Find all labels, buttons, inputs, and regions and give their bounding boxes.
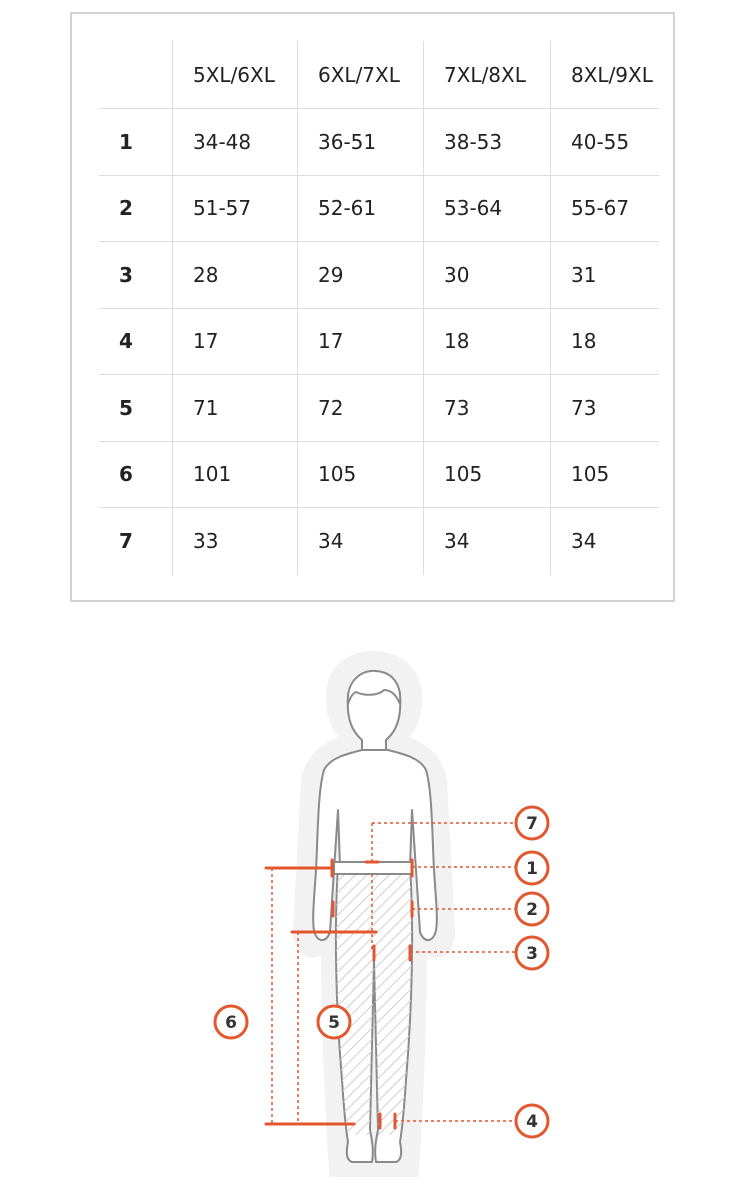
row-label: 6 [119,462,133,487]
row-label: 5 [119,395,133,420]
table-cell: 18 [550,309,659,375]
table-cell: 28 [172,242,297,308]
size-table [99,41,659,575]
table-cell: 55-67 [550,176,659,242]
table-cell: 51-57 [172,176,297,242]
marker-4 [516,1105,548,1137]
marker-5 [318,1006,350,1038]
svg-text:5: 5 [328,1013,340,1033]
marker-2 [516,893,548,925]
svg-text:4: 4 [526,1112,538,1132]
marker-7 [516,807,548,839]
marker-3 [516,937,548,969]
svg-text:1: 1 [526,859,538,879]
table-header-row [99,41,659,109]
table-cell: 34 [297,508,423,575]
table-row [99,375,659,442]
table-cell: 33 [172,508,297,575]
table-cell: 40-55 [550,109,659,175]
column-header: 6XL/7XL [297,41,423,108]
table-row [99,242,659,309]
marker-6 [215,1006,247,1038]
marker-1 [516,852,548,884]
svg-text:2: 2 [526,900,538,920]
table-cell: 34 [550,508,659,575]
table-cell: 53-64 [423,176,550,242]
table-cell: 105 [423,442,550,508]
table-cell: 31 [550,242,659,308]
table-cell: 34 [423,508,550,575]
table-cell: 30 [423,242,550,308]
row-label: 3 [119,262,133,287]
table-cell: 101 [172,442,297,508]
row-label: 1 [119,129,133,154]
row-label: 4 [119,329,133,354]
table-cell: 52-61 [297,176,423,242]
table-cell: 73 [550,375,659,441]
column-header: 7XL/8XL [423,41,550,108]
table-cell: 29 [297,242,423,308]
table-row [99,109,659,176]
table-cell: 18 [423,309,550,375]
table-row [99,176,659,243]
table-cell: 17 [172,309,297,375]
table-cell: 105 [297,442,423,508]
table-corner-cell [99,41,172,108]
measurement-diagram [0,630,746,1200]
table-row [99,508,659,575]
table-cell: 38-53 [423,109,550,175]
row-label: 2 [119,196,133,221]
table-cell: 72 [297,375,423,441]
waistband-shape [334,862,412,874]
size-table-card [70,12,675,602]
row-label: 7 [119,529,133,554]
table-cell: 34-48 [172,109,297,175]
table-row [99,442,659,509]
svg-text:3: 3 [526,944,538,964]
table-cell: 105 [550,442,659,508]
column-header: 8XL/9XL [550,41,659,108]
table-cell: 17 [297,309,423,375]
svg-text:6: 6 [225,1013,237,1033]
table-cell: 71 [172,375,297,441]
table-cell: 73 [423,375,550,441]
column-header: 5XL/6XL [172,41,297,108]
table-cell: 36-51 [297,109,423,175]
table-row [99,309,659,376]
svg-text:7: 7 [526,814,538,834]
